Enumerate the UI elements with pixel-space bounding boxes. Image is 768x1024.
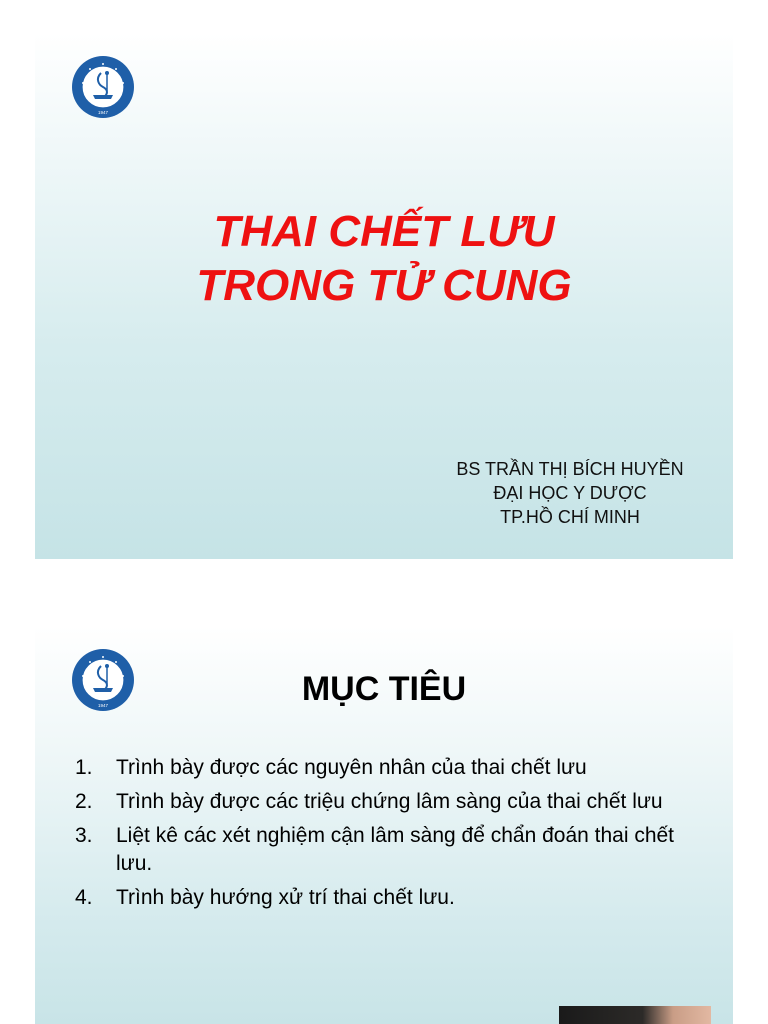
objective-item (75, 754, 715, 782)
objective-text: Trình bày hướng xử trí thai chết lưu. (116, 886, 455, 909)
university-logo (71, 55, 135, 119)
author-city: TP.HỒ CHÍ MINH (500, 507, 640, 527)
objective-text: Trình bày được các triệu chứng lâm sàng của thai chết lưu (116, 790, 663, 813)
objectives-heading: MỤC TIÊU (301, 670, 467, 708)
objectives-list (75, 754, 715, 918)
objective-number: 1. (75, 756, 93, 779)
objective-text: Liệt kê các xét nghiệm cận lâm sàng để chẩn đoán thai chết lưu. (116, 824, 675, 875)
photo-thumbnail (559, 1006, 711, 1024)
author-name: BS TRẦN THỊ BÍCH HUYỀN (456, 459, 684, 479)
svg-text:1947: 1947 (97, 703, 109, 708)
svg-text:1947: 1947 (97, 110, 109, 115)
author-institution: ĐẠI HỌC Y DƯỢC (493, 483, 647, 503)
objective-item (75, 884, 715, 912)
objective-number: 3. (75, 824, 93, 847)
objective-text: Trình bày được các nguyên nhân của thai chết lưu (116, 756, 587, 779)
slide-title-line-2: TRONG TỬ CUNG (196, 261, 572, 310)
objective-number: 2. (75, 790, 93, 813)
objectives-slide (35, 626, 733, 1024)
objective-number: 4. (75, 886, 93, 909)
title-slide (35, 33, 733, 559)
objective-item (75, 822, 715, 878)
slide-title-line-1: THAI CHẾT LƯU (213, 207, 555, 256)
objective-item (75, 788, 715, 816)
